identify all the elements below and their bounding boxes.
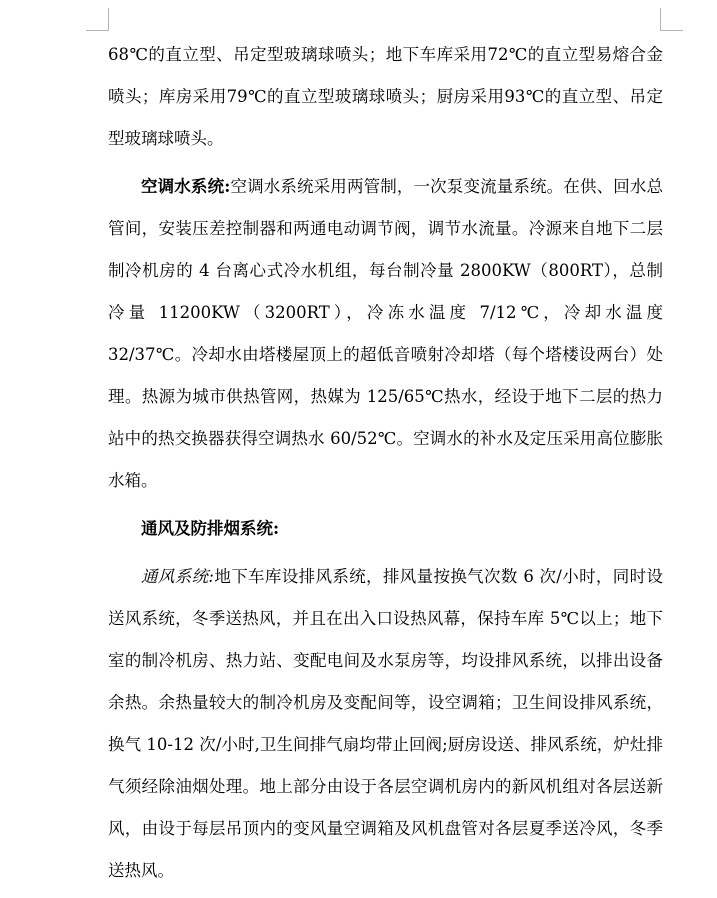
ac-water-paragraph — [108, 166, 663, 502]
page-corner-mark-right — [660, 8, 683, 31]
document-body — [108, 34, 663, 898]
ventilation-text: 地下车库设排风系统，排风量按换气次数 6 次/小时，同时设送风系统，冬季送热风，并且在出入口设热风幕，保持车库 5℃以上；地下室的制冷机房、热力站、变配电间及水泵房等，均设排风系统，以排出设备余热。余热量较大的制冷机房及变配间等，设空调箱；卫生间设排风系统，换气 10-12 次/小时,卫生间排气扇均带止回阀;厨房设送、排风系统，炉灶排气须经除油烟处理。地上部分由设于各层空调机房内的新风机组对各层送新风，由设于每层吊顶内的变风量空调箱及风机盘管对各层夏季送冷风，冬季送热风。 — [108, 567, 663, 880]
ac-water-text: 空调水系统采用两管制，一次泵变流量系统。在供、回水总管间，安装压差控制器和两通电动调节阀，调节水流量。冷源来自地下二层制冷机房的 4 台离心式冷水机组，每台制冷量 2800KW（800RT），总制冷量 11200KW（3200RT），冷冻水温度 7/12℃，冷却水温度 32/37℃。冷却水由塔楼屋顶上的超低音喷射冷却塔（每个塔楼设两台）处理。热源为城市供热管网，热媒为 125/65℃热水，经设于地下二层的热力站中的热交换器获得空调热水 60/52℃。空调水的补水及定压采用高位膨胀水箱。 — [108, 177, 664, 490]
ventilation-heading: 通风及防排烟系统: — [141, 519, 280, 538]
ventilation-paragraph — [108, 556, 663, 892]
sprinkler-paragraph — [108, 34, 663, 160]
ventilation-title: 通风系统: — [141, 567, 214, 586]
ac-water-title: 空调水系统: — [141, 177, 231, 196]
page-corner-mark-left — [86, 8, 109, 31]
sprinkler-text: 68℃的直立型、吊定型玻璃球喷头；地下车库采用72℃的直立型易熔合金喷头；库房采用79℃的直立型玻璃球喷头；厨房采用93℃的直立型、吊定型玻璃球喷头。 — [108, 45, 663, 148]
